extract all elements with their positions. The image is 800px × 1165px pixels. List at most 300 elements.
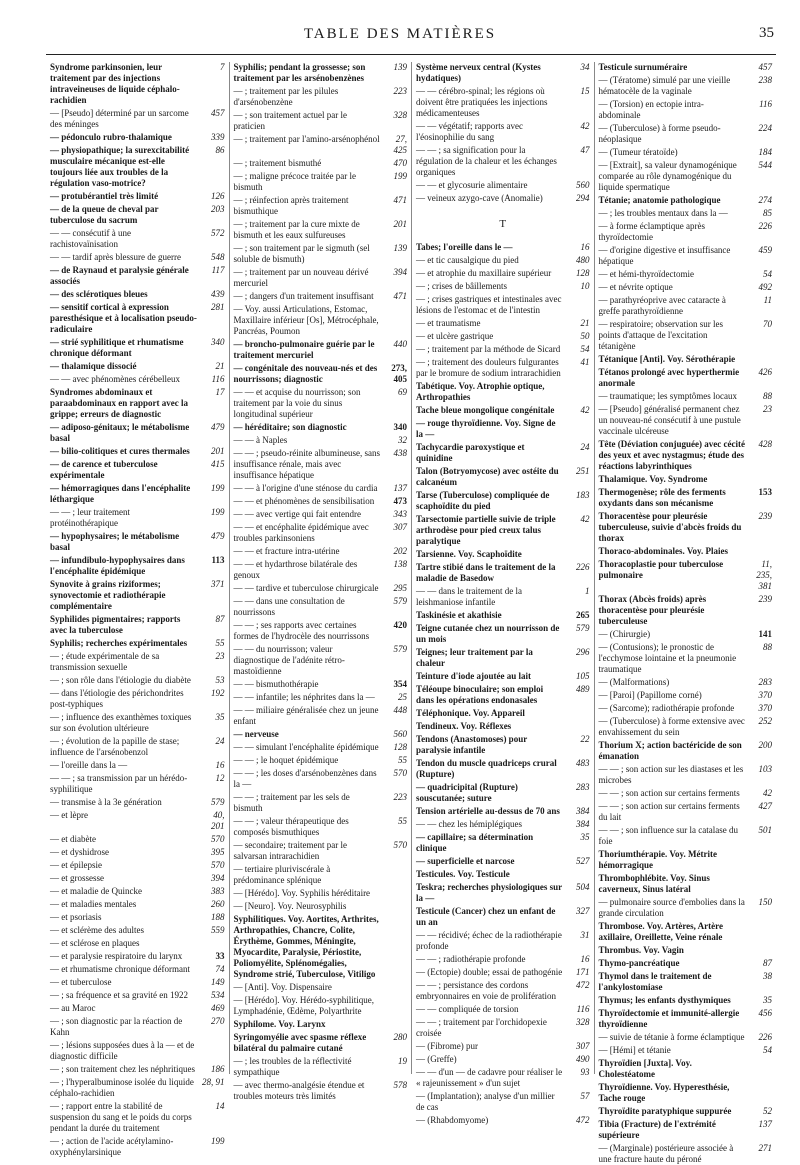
index-entry xyxy=(50,638,225,649)
entry-page: 579 xyxy=(576,623,590,633)
entry-text: — — du nourrisson; valeur diagnostique de l'adénite rétro-mastoïdienne xyxy=(233,644,345,676)
entry-page: 223 xyxy=(393,86,407,96)
entry-page: 339 xyxy=(211,132,225,142)
entry-text: — et psoriasis xyxy=(50,912,102,922)
index-entry xyxy=(50,374,225,385)
entry-page: 283 xyxy=(576,782,590,792)
entry-text: — — et fracture intra-utérine xyxy=(233,546,340,556)
entry-page: 238 xyxy=(758,75,772,85)
index-entry xyxy=(50,651,225,673)
entry-text: — et grossesse xyxy=(50,873,104,883)
entry-page: 307 xyxy=(576,1041,590,1051)
entry-text: — — avec vertige qui fait entendre xyxy=(233,509,361,519)
entry-page: 394 xyxy=(211,873,225,883)
entry-text: — (Tératome) simulé par une vieille hématocèle de la vaginale xyxy=(598,75,731,96)
entry-page: 74 xyxy=(215,964,225,974)
index-entry xyxy=(234,546,408,557)
entry-text: — l'oreille dans la — xyxy=(50,760,128,770)
index-entry xyxy=(234,134,408,156)
entry-text: Testicule (Cancer) chez un enfant de un an xyxy=(416,906,556,927)
index-entry xyxy=(416,442,590,464)
entry-text: — — ; traitement par les sels de bismuth xyxy=(233,792,350,813)
entry-text: Thymo-pancréatique xyxy=(598,958,680,968)
entry-text: — et sclérème des adultes xyxy=(50,925,144,935)
index-entry xyxy=(416,610,590,621)
index-entry xyxy=(599,354,773,365)
entry-page: 226 xyxy=(758,221,772,231)
entry-page: 295 xyxy=(393,583,407,593)
entry-text: — ; étude expérimentale de sa transmission sexuelle xyxy=(50,651,160,672)
entry-text: — — ; traitement par l'orchidopexie croisée xyxy=(416,1017,547,1038)
entry-page: 224 xyxy=(758,123,772,133)
entry-text: — traumatique; les symptômes locaux xyxy=(598,391,737,401)
entry-page: 534 xyxy=(211,990,225,1000)
index-column-2 xyxy=(229,62,412,1101)
index-entry xyxy=(50,422,225,444)
index-entry xyxy=(50,951,225,962)
entry-page: 570 xyxy=(393,768,407,778)
entry-page: 473 xyxy=(393,496,407,506)
entry-text: — — dans une consultation de nourrissons xyxy=(233,596,345,617)
entry-page: 11, 235, 381 xyxy=(756,559,772,591)
entry-text: Tétanie; anatomie pathologique xyxy=(598,195,721,205)
entry-page: 31 xyxy=(580,930,590,940)
entry-page: 383 xyxy=(211,886,225,896)
entry-page: 548 xyxy=(211,252,225,262)
entry-text: Tarsienne. Voy. Scaphoïdite xyxy=(416,549,522,559)
entry-text: — — ; ses rapports avec certaines formes de l'hydrocèle des nourrissons xyxy=(233,620,370,641)
entry-page: 370 xyxy=(758,690,772,700)
entry-text: — — d'un — de cadavre pour réaliser le « rajeunissement » d'un sujet xyxy=(416,1067,563,1088)
index-entry xyxy=(416,86,590,119)
entry-page: 370 xyxy=(758,703,772,713)
index-entry xyxy=(50,912,225,923)
index-entry xyxy=(599,367,773,389)
entry-text: Thoracentèse pour pleurésie tuberculeuse, suivie d'abcès froids du thorax xyxy=(598,511,742,543)
entry-text: — ; lésions supposées dues à la — et de diagnostic difficile xyxy=(50,1040,195,1061)
entry-page: 186 xyxy=(211,1064,225,1074)
index-entry xyxy=(234,243,408,265)
entry-text: — — végétatif; rapports avec l'éosinophilie du sang xyxy=(416,121,523,142)
entry-page: 273, 405 xyxy=(391,363,407,384)
entry-page: 472 xyxy=(576,980,590,990)
entry-page: 54 xyxy=(763,269,772,279)
entry-page: 280 xyxy=(393,1032,407,1042)
index-entry xyxy=(50,990,225,1001)
entry-page: 14 xyxy=(215,1101,225,1111)
index-entry xyxy=(50,925,225,936)
entry-text: Tache bleue mongolique congénitale xyxy=(416,405,555,415)
entry-text: — et rhumatisme chronique déformant xyxy=(50,964,190,974)
index-entry xyxy=(50,873,225,884)
index-entry xyxy=(599,147,773,158)
index-entry xyxy=(599,594,773,627)
entry-text: — ; traitement des douleurs fulgurantes par le bromure de sodium intrarachidien xyxy=(416,357,561,378)
entry-page: 572 xyxy=(211,228,225,238)
entry-text: Syringomyélie avec spasme réflexe bilatéral du palmaire cutané xyxy=(233,1032,367,1053)
index-entry xyxy=(416,980,590,1002)
index-entry xyxy=(234,888,408,899)
entry-text: Thyroïdite paratyphique suppurée xyxy=(598,1106,732,1116)
entry-text: Syphilis; recherches expérimentales xyxy=(50,638,188,648)
index-entry xyxy=(234,596,408,618)
entry-text: — protubérantiel très limité xyxy=(50,191,159,201)
index-entry xyxy=(50,1003,225,1014)
entry-text: — — chez les hémiplégiques xyxy=(416,819,522,829)
index-entry xyxy=(416,281,590,292)
index-entry xyxy=(234,1019,408,1030)
index-columns xyxy=(46,62,776,1164)
index-entry xyxy=(50,797,225,808)
index-entry xyxy=(416,869,590,880)
entry-page: 16 xyxy=(580,954,590,964)
entry-page: 103 xyxy=(758,764,772,774)
entry-text: Thalamique. Voy. Syndrome xyxy=(598,474,708,484)
index-entry xyxy=(234,729,408,740)
entry-page: 265 xyxy=(576,610,590,620)
index-entry xyxy=(234,559,408,581)
entry-text: — (Fibrome) pur xyxy=(416,1041,478,1051)
index-entry xyxy=(599,62,773,73)
page-number: 35 xyxy=(759,25,774,41)
index-entry xyxy=(50,387,225,420)
entry-page: 296 xyxy=(576,647,590,657)
index-entry xyxy=(234,1080,408,1102)
entry-text: — — ; leur traitement protéinothérapique xyxy=(50,507,130,528)
entry-page: 226 xyxy=(576,562,590,572)
entry-page: 1 xyxy=(585,586,590,596)
index-entry xyxy=(416,331,590,342)
entry-text: Taskinésie et akathisie xyxy=(416,610,502,620)
entry-page: 472 xyxy=(576,1115,590,1125)
index-entry xyxy=(599,1119,773,1141)
entry-page: 471 xyxy=(393,291,407,301)
entry-text: Téléphonique. Voy. Appareil xyxy=(416,708,525,718)
index-entry xyxy=(416,721,590,732)
running-title: TABLE DES MATIÈRES xyxy=(303,26,497,42)
entry-text: — — dans le traitement de la leishmaniose infantile xyxy=(416,586,522,607)
entry-text: — veineux azygo-cave (Anomalie) xyxy=(416,193,543,203)
index-entry xyxy=(599,391,773,402)
index-entry xyxy=(416,623,590,645)
entry-text: — héréditaire; son diagnostic xyxy=(233,422,347,432)
entry-text: Thorax (Abcès froids) après thoracentèse pour pleurésie tuberculeuse xyxy=(598,594,707,626)
index-entry xyxy=(50,886,225,897)
index-entry xyxy=(599,921,773,943)
entry-text: Teinture d'iode ajoutée au lait xyxy=(416,671,532,681)
entry-text: — et atrophie du maxillaire supérieur xyxy=(416,268,552,278)
index-entry xyxy=(416,62,590,84)
entry-text: Testicule surnuméraire xyxy=(598,62,688,72)
entry-text: — et diabète xyxy=(50,834,96,844)
index-entry xyxy=(416,405,590,416)
index-entry xyxy=(599,958,773,969)
index-entry xyxy=(416,357,590,379)
entry-text: — congénitale des nouveau-nés et des nourrissons; diagnostic xyxy=(233,363,378,384)
entry-page: 87 xyxy=(215,614,225,624)
entry-text: — ; traitement bismuthé xyxy=(233,158,322,168)
entry-page: 88 xyxy=(763,391,772,401)
header-rule xyxy=(46,54,776,55)
entry-text: — — ; son action sur certains ferments xyxy=(598,788,740,798)
entry-text: — nerveuse xyxy=(233,729,279,739)
entry-text: — tertiaire pluriviscérale à prédominance splénique xyxy=(233,864,331,885)
entry-page: 426 xyxy=(758,367,772,377)
entry-page: 126 xyxy=(211,191,225,201)
index-entry xyxy=(599,1106,773,1117)
entry-text: — ; son traitement par le sigmuth (sel soluble de bismuth) xyxy=(233,243,370,264)
entry-page: 469 xyxy=(211,1003,225,1013)
index-entry xyxy=(599,788,773,799)
entry-text: — de Raynaud et paralysie générale associés xyxy=(50,265,189,286)
entry-text: — — ; son influence sur la catalase du foie xyxy=(598,825,738,846)
entry-text: — et tuberculose xyxy=(50,977,112,987)
index-entry xyxy=(50,1101,225,1134)
index-entry xyxy=(416,255,590,266)
entry-page: 38 xyxy=(763,971,772,981)
entry-page: 420 xyxy=(393,620,407,630)
entry-page: 7 xyxy=(220,62,225,72)
index-entry xyxy=(234,679,408,690)
entry-page: 16 xyxy=(215,760,225,770)
index-entry xyxy=(416,193,590,204)
entry-text: — ; réinfection après traitement bismuthique xyxy=(233,195,349,216)
index-entry xyxy=(50,977,225,988)
entry-page: 34 xyxy=(580,62,590,72)
entry-text: — transmise à la 3e génération xyxy=(50,797,162,807)
entry-text: Téléoupe binoculaire; son emploi dans les opérations endonasales xyxy=(416,684,544,705)
section-letter: T xyxy=(499,218,507,230)
index-entry xyxy=(599,629,773,640)
index-entry xyxy=(234,291,408,302)
entry-text: — — bismuthothérapie xyxy=(233,679,319,689)
entry-text: — [Hémi] et tétanie xyxy=(598,1045,671,1055)
entry-page: 183 xyxy=(576,490,590,500)
entry-page: 371 xyxy=(211,579,225,589)
index-entry xyxy=(50,204,225,226)
entry-text: — respiratoire; observation sur les points d'attaque de l'excitation tétanigène xyxy=(598,319,723,351)
index-column-3 xyxy=(411,62,594,1125)
entry-text: — — ; son action sur les diastases et les microbes xyxy=(598,764,744,785)
index-entry xyxy=(599,677,773,688)
entry-page: 105 xyxy=(576,671,590,681)
entry-page: 343 xyxy=(393,509,407,519)
entry-text: Thyroïdectomie et immunité-allergie thyroïdienne xyxy=(598,1008,740,1029)
entry-page: 10 xyxy=(580,281,590,291)
index-entry xyxy=(416,1041,590,1052)
index-entry xyxy=(599,716,773,738)
entry-text: Syphilitiques. Voy. Aortites, Arthrites, Arthropathies, Chancre, Colite, Érythème, Gommes, Méningite, Myocardite, Paralysie, Périostite, Poliomyélite, Splénomégalies, Syndrome strié, Tuberculose, Vitiligo xyxy=(233,914,379,979)
entry-page: 188 xyxy=(211,912,225,922)
entry-page: 137 xyxy=(393,483,407,493)
entry-text: — — ; son action sur certains ferments du lait xyxy=(598,801,740,822)
entry-text: — des sclérotiques bleues xyxy=(50,289,148,299)
entry-text: — Voy. aussi Articulations, Estomac, Maxillaire inférieur [Os], Métrocéphale, Pancréas, Poumon xyxy=(233,304,379,336)
entry-page: 427 xyxy=(758,801,772,811)
index-entry xyxy=(599,439,773,472)
entry-text: Thrombophlébite. Voy. Sinus caverneux, Sinus latéral xyxy=(598,873,710,894)
entry-page: 128 xyxy=(393,742,407,752)
index-entry xyxy=(234,583,408,594)
index-entry xyxy=(599,1082,773,1104)
entry-text: — bilio-colitiques et cures thermales xyxy=(50,446,190,456)
index-entry xyxy=(234,267,408,289)
entry-text: Teignes; leur traitement par la chaleur xyxy=(416,647,533,668)
entry-text: — ; sa fréquence et sa gravité en 1922 xyxy=(50,990,188,1000)
index-entry xyxy=(599,1058,773,1080)
index-entry xyxy=(599,75,773,97)
entry-page: 226 xyxy=(758,1032,772,1042)
entry-text: — (Chirurgie) xyxy=(598,629,651,639)
entry-page: 479 xyxy=(211,422,225,432)
index-entry xyxy=(416,490,590,512)
index-column-1 xyxy=(46,62,229,1157)
index-entry xyxy=(234,448,408,481)
entry-page: 128 xyxy=(576,268,590,278)
entry-page: 55 xyxy=(398,816,407,826)
entry-page: 202 xyxy=(393,546,407,556)
entry-page: 428 xyxy=(758,439,772,449)
entry-page: 70 xyxy=(763,319,772,329)
index-entry xyxy=(234,792,408,814)
entry-page: 354 xyxy=(393,679,407,689)
index-entry xyxy=(234,620,408,642)
index-entry xyxy=(599,801,773,823)
index-entry xyxy=(234,435,408,446)
index-entry xyxy=(599,487,773,509)
entry-text: — (Implantation); analyse d'un millier de cas xyxy=(416,1091,555,1112)
index-entry xyxy=(599,282,773,293)
entry-text: — ; influence des exanthèmes toxiques sur son évolution ultérieure xyxy=(50,712,192,733)
index-entry xyxy=(599,764,773,786)
entry-text: — — cérébro-spinal; les régions où doivent être pratiquées les injections médicamenteuses xyxy=(416,86,548,118)
index-entry xyxy=(234,171,408,193)
entry-text: — et paralysie respiratoire du larynx xyxy=(50,951,183,961)
entry-text: — et tic causalgique du pied xyxy=(416,255,519,265)
index-entry xyxy=(50,446,225,457)
entry-text: — (Marginale) postérieure associée à une fracture haute du péroné xyxy=(598,1143,734,1164)
index-entry xyxy=(50,289,225,300)
entry-page: 260 xyxy=(211,899,225,909)
index-entry xyxy=(416,647,590,669)
entry-page: 12 xyxy=(215,773,225,783)
index-entry xyxy=(599,123,773,145)
index-entry xyxy=(416,344,590,355)
index-entry xyxy=(234,304,408,337)
entry-page: 448 xyxy=(393,705,407,715)
entry-text: — (Tuberculose) à forme extensive avec envahissement du sein xyxy=(598,716,745,737)
entry-text: — — simulant l'encéphalite épidémique xyxy=(233,742,379,752)
entry-text: — — ; sa transmission par un hérédo-syphilitique xyxy=(50,773,188,794)
entry-text: — de carence et tuberculose expérimentale xyxy=(50,459,158,480)
index-entry xyxy=(416,671,590,682)
index-entry xyxy=(599,740,773,762)
entry-page: 15 xyxy=(580,86,590,96)
index-entry xyxy=(234,522,408,544)
entry-text: — (Ectopie) double; essai de pathogénie xyxy=(416,967,563,977)
entry-page: 86 xyxy=(215,145,225,155)
entry-page: 271 xyxy=(758,1143,772,1153)
index-entry xyxy=(599,269,773,280)
entry-text: Thoracoplastie pour tuberculose pulmonaire xyxy=(598,559,724,580)
entry-text: — et maladies mentales xyxy=(50,899,137,909)
entry-text: — — ; le hoquet épidémique xyxy=(233,755,339,765)
entry-page: 54 xyxy=(763,1045,772,1055)
entry-text: — ; évolution de la papille de stase; influence de l'arsénobenzol xyxy=(50,736,180,757)
entry-text: — quadricipital (Rupture) souscutanée; suture xyxy=(416,782,518,803)
entry-page: 559 xyxy=(211,925,225,935)
index-entry xyxy=(234,914,408,980)
entry-text: — adiposo-génitaux; le métabolisme basal xyxy=(50,422,190,443)
entry-text: — sensitif cortical à expression paresthésique et à localisation pseudo-radiculaire xyxy=(50,302,197,334)
entry-page: 283 xyxy=(758,677,772,687)
entry-page: 457 xyxy=(758,62,772,72)
entry-page: 527 xyxy=(576,856,590,866)
entry-text: Teskra; recherches physiologiques sur la — xyxy=(416,882,562,903)
entry-text: — — à l'origine d'une sténose du cardia xyxy=(233,483,378,493)
index-entry xyxy=(416,418,590,440)
entry-text: — physiopathique; la surexcitabilité musculaire mécanique est-elle toujours liée aux troubles de la régulation vaso-motrice? xyxy=(50,145,190,188)
entry-text: — à forme éclamptique après thyroïdectomie xyxy=(598,221,705,242)
entry-page: 117 xyxy=(211,265,225,275)
index-entry xyxy=(416,381,590,403)
entry-text: — (Tuberculose) à forme pseudo-néoplasique xyxy=(598,123,721,144)
index-entry xyxy=(416,708,590,719)
index-entry xyxy=(50,688,225,710)
entry-text: — ; son diagnostic par la réaction de Kahn xyxy=(50,1016,183,1037)
entry-page: 25 xyxy=(398,692,407,702)
index-entry xyxy=(599,160,773,193)
entry-page: 150 xyxy=(758,897,772,907)
entry-page: 199 xyxy=(211,483,225,493)
index-entry xyxy=(416,967,590,978)
index-entry xyxy=(599,703,773,714)
entry-page: 35 xyxy=(763,995,772,1005)
index-entry xyxy=(234,644,408,677)
entry-text: — et traumatisme xyxy=(416,318,481,328)
entry-page: 55 xyxy=(398,755,407,765)
entry-text: — [Extrait], sa valeur dynamogénique comparée au rôle dynamogénique du liquide spermatique xyxy=(598,160,737,192)
entry-text: — ; l'hyperalbuminose isolée du liquide céphalo-rachidien xyxy=(50,1077,194,1098)
entry-page: 42 xyxy=(763,788,772,798)
entry-text: — et dyshidrose xyxy=(50,847,109,857)
entry-text: — ; traitement par un nouveau dérivé mercuriel xyxy=(233,267,369,288)
entry-text: Thyroïdien [Juxta]. Voy. Cholestéatome xyxy=(598,1058,692,1079)
index-entry xyxy=(50,555,225,577)
entry-text: — — et glycosurie alimentaire xyxy=(416,180,528,190)
index-entry xyxy=(234,742,408,753)
entry-page: 203 xyxy=(211,204,225,214)
entry-text: — ; action de l'acide acétylamino-oxyphénylarsinique xyxy=(50,1136,174,1157)
entry-text: — (Tumeur tératoïde) xyxy=(598,147,678,157)
entry-text: Thymol dans le traitement de l'ankylostomiase xyxy=(598,971,712,992)
entry-text: — — ; persistance des cordons embryonnaires en voie de prolifération xyxy=(416,980,556,1001)
entry-page: 394 xyxy=(393,267,407,277)
entry-text: Tarsectomie partielle suivie de triple arthrodèse pour pied creux talus paralytique xyxy=(416,514,556,546)
index-entry xyxy=(599,873,773,895)
entry-page: 239 xyxy=(758,511,772,521)
index-entry xyxy=(234,219,408,241)
index-entry xyxy=(50,834,225,845)
index-entry xyxy=(416,180,590,191)
index-entry xyxy=(234,339,408,361)
entry-page: 560 xyxy=(576,180,590,190)
entry-text: — d'origine digestive et insuffisance hépatique xyxy=(598,245,731,266)
entry-text: — (Sarcome); radiothérapie profonde xyxy=(598,703,735,713)
index-entry xyxy=(416,806,590,817)
index-entry xyxy=(416,819,590,830)
entry-text: — ; son rôle dans l'étiologie du diabète xyxy=(50,675,191,685)
